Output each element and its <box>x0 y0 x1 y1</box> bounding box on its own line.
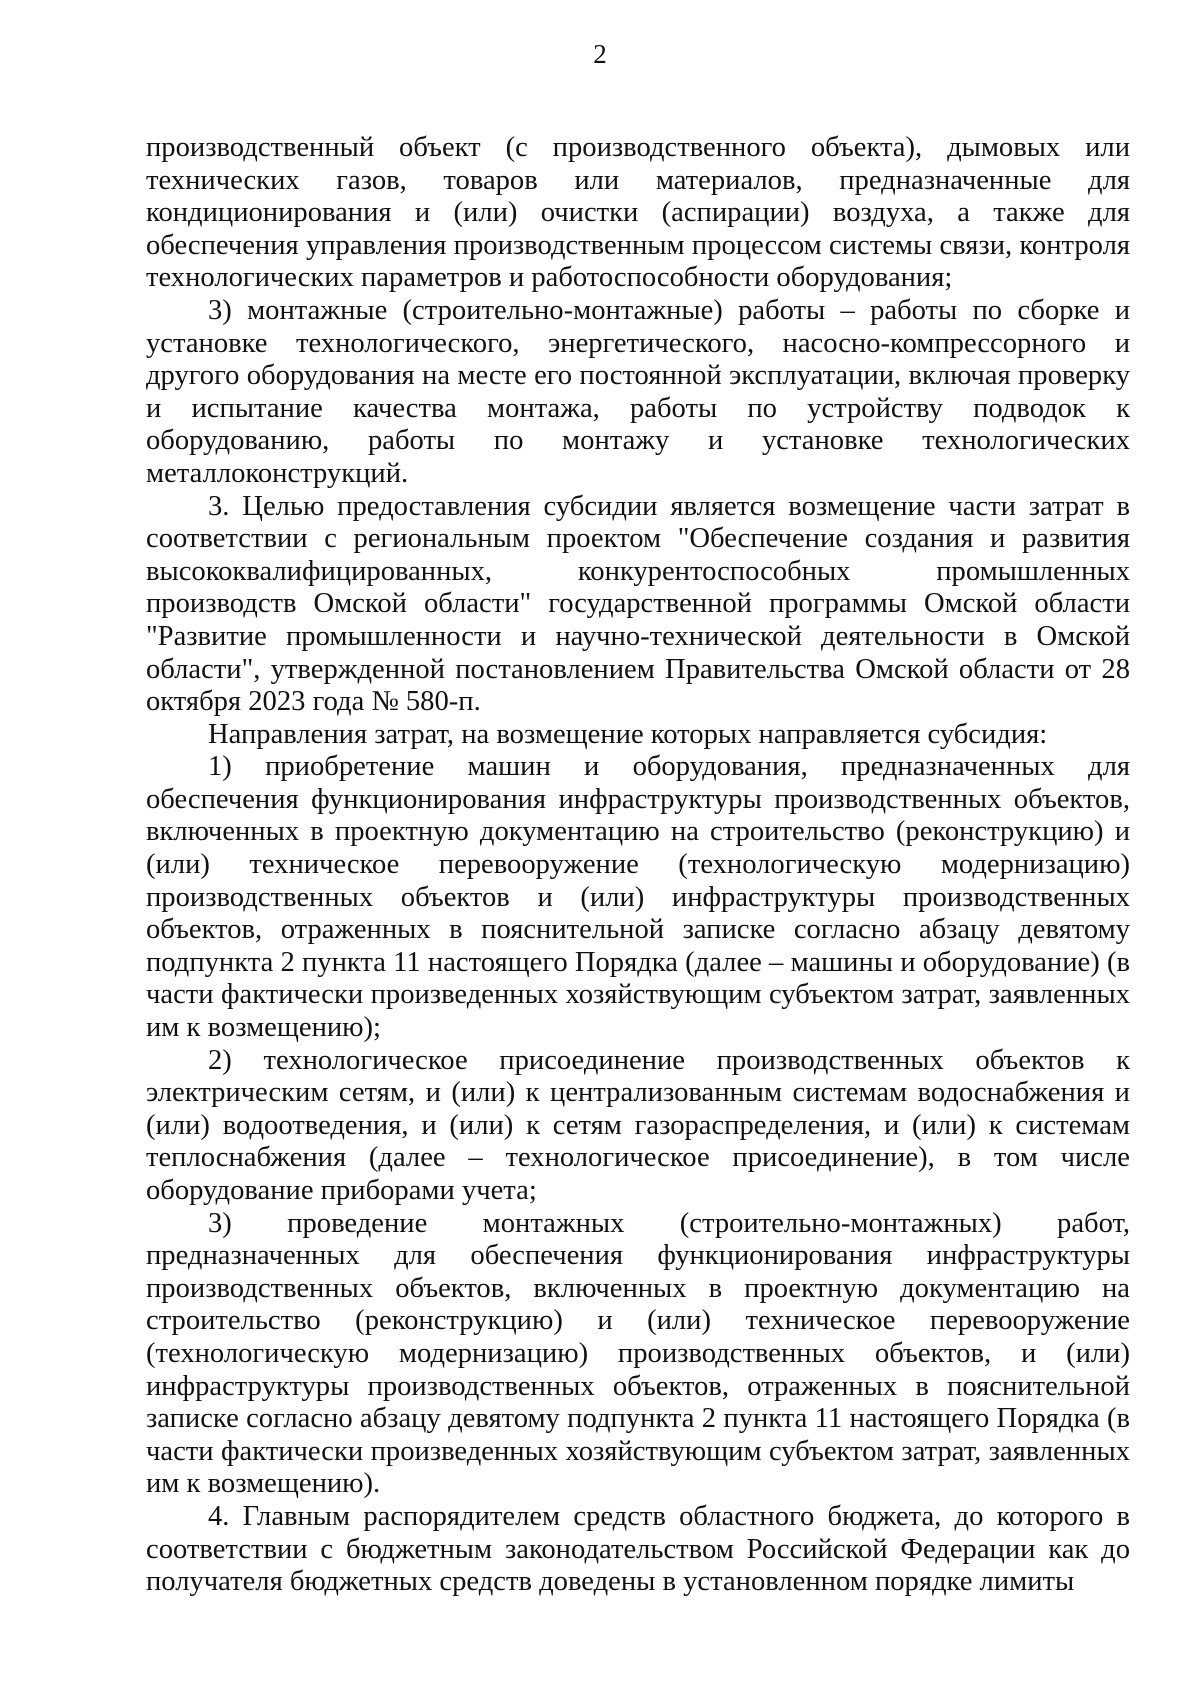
paragraph-direction-2-connection: 2) технологическое присоединение производственных объектов к электрическим сетям, и (или) к централизованным системам водоснабжения и (или) водоотведения, и (или) к сетям газораспределения, и (или) к системам теплоснабжения (далее – технологическое присоединение), в том числе оборудование приборами учета; <box>146 1044 1130 1206</box>
paragraph-section-3-purpose: 3. Целью предоставления субсидии является возмещение части затрат в соответствии с региональным проектом "Обеспечение создания и развития высококвалифицированных, конкурентоспособных промышленных производств Омской области" государственной программы Омской области "Развитие промышленности и научно-технической деятельности в Омской области", утвержденной постановлением Правительства Омской области от 28 октября 2023 года № 580-п. <box>146 490 1130 718</box>
page-number: 2 <box>593 39 607 69</box>
document-body <box>146 132 1130 1599</box>
paragraph-continuation: производственный объект (с производственного объекта), дымовых или технических газов, товаров или материалов, предназначенные для кондиционирования и (или) очистки (аспирации) воздуха, а также для обеспечения управления производственным процессом системы связи, контроля технологических параметров и работоспособности оборудования; <box>146 132 1130 294</box>
paragraph-direction-3-montage: 3) проведение монтажных (строительно-монтажных) работ, предназначенных для обеспечения функционирования инфраструктуры производственных объектов, включенных в проектную документацию на строительство (реконструкцию) и (или) техническое перевооружение (технологическую модернизацию) производственных объектов, и (или) инфраструктуры производственных объектов, отраженных в пояснительной записке согласно абзацу девятому подпункта 2 пункта 11 настоящего Порядка (в части фактически произведенных хозяйствующим субъектом затрат, заявленных им к возмещению). <box>146 1207 1130 1500</box>
paragraph-direction-1-equipment: 1) приобретение машин и оборудования, предназначенных для обеспечения функционирования инфраструктуры производственных объектов, включенных в проектную документацию на строительство (реконструкцию) и (или) техническое перевооружение (технологическую модернизацию) производственных объектов и (или) инфраструктуры производственных объектов, отраженных в пояснительной записке согласно абзацу девятому подпункта 2 пункта 11 настоящего Порядка (далее – машины и оборудование) (в части фактически произведенных хозяйствующим субъектом затрат, заявленных им к возмещению); <box>146 751 1130 1044</box>
paragraph-cost-directions: Направления затрат, на возмещение которых направляется субсидия: <box>208 718 1048 750</box>
paragraph-section-4-budget-manager: 4. Главным распорядителем средств областного бюджета, до которого в соответствии с бюджетным законодательством Российской Федерации как до получателя бюджетных средств доведены в установленном порядке лимиты <box>146 1500 1130 1598</box>
paragraph-item-3-montage-works: 3) монтажные (строительно-монтажные) работы – работы по сборке и установке технологического, энергетического, насосно-компрессорного и другого оборудования на месте его постоянной эксплуатации, включая проверку и испытание качества монтажа, работы по устройству подводок к оборудованию, работы по монтажу и установке технологических металлоконструкций. <box>146 294 1130 489</box>
